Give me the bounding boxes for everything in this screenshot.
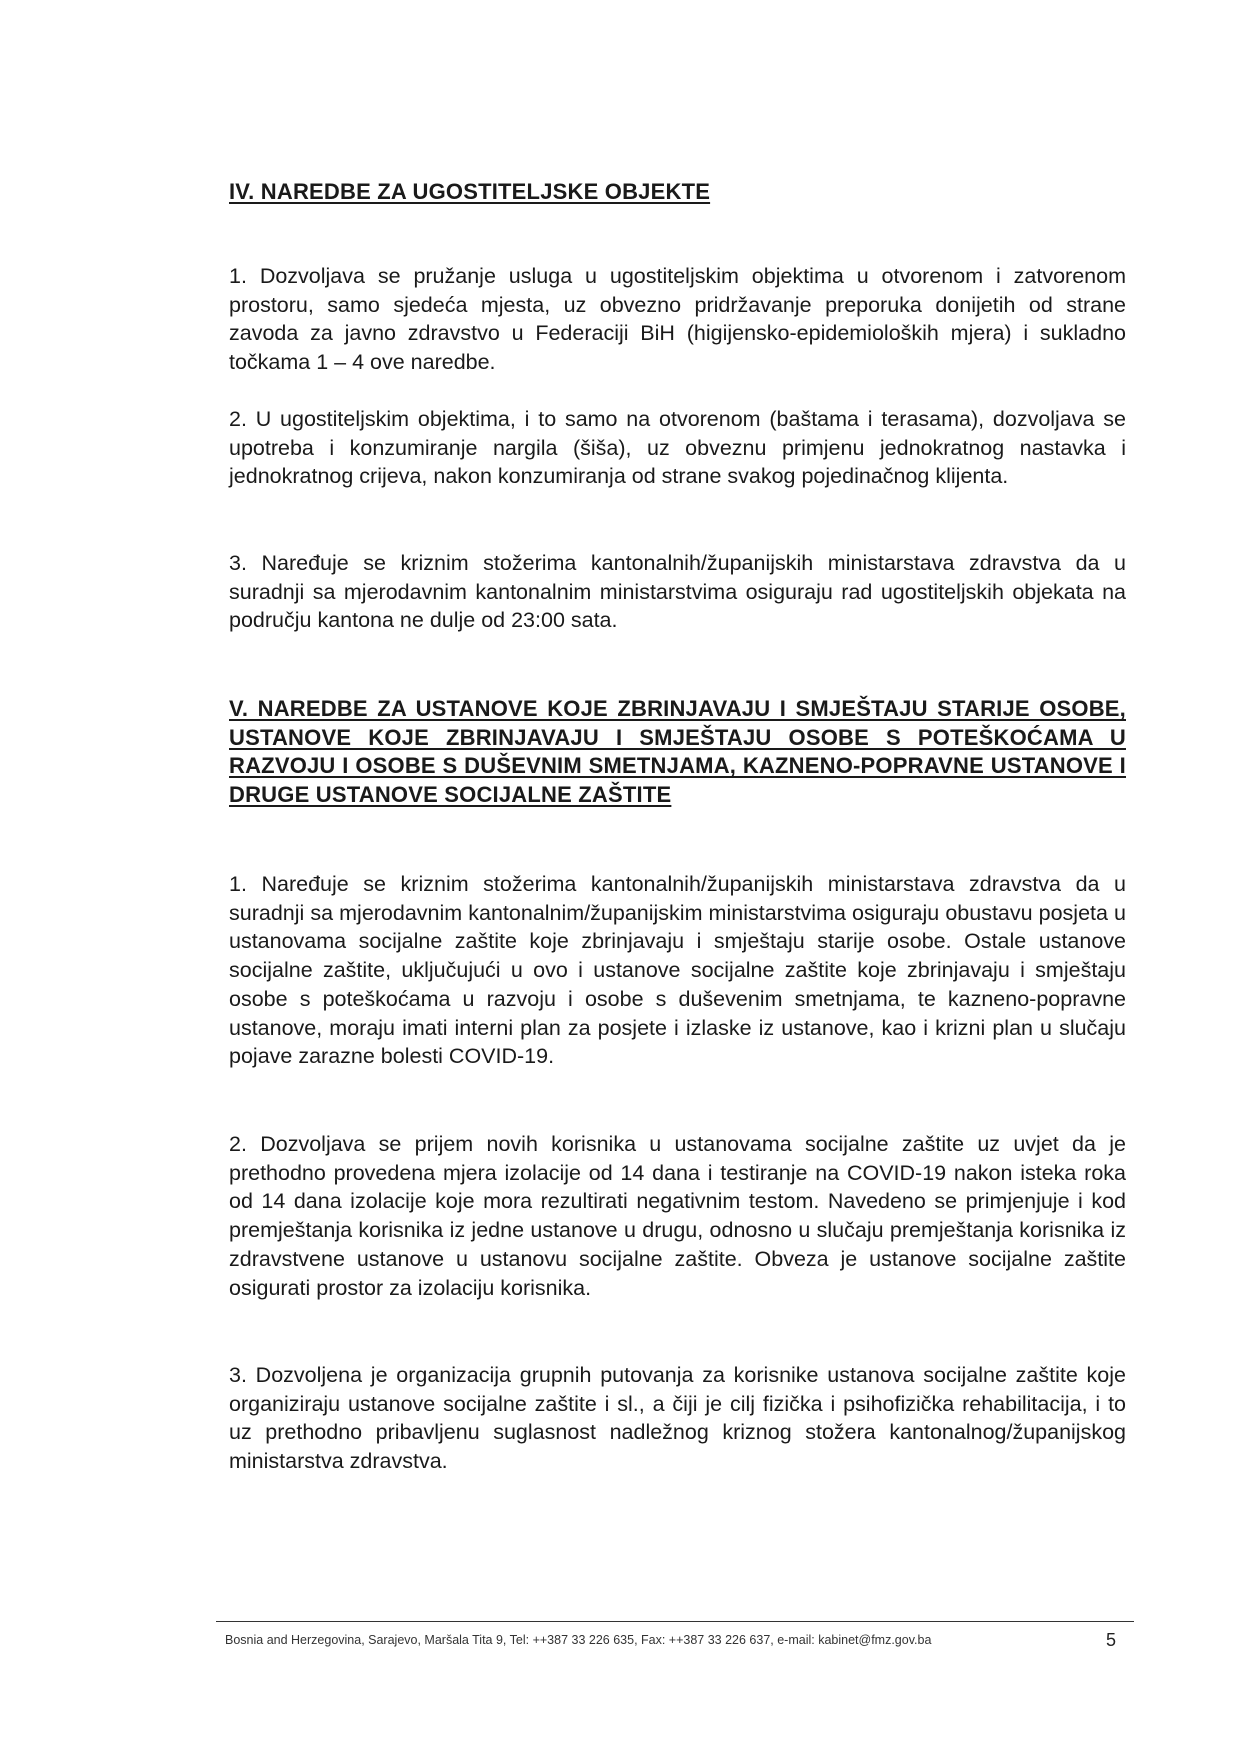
section-iv-paragraph-3: 3. Naređuje se kriznim stožerima kantonalnih/županijskih ministarstava zdravstva da u suradnji sa mjerodavnim kantonalnim ministarstvima osiguraju rad ugostiteljskih objekata na području kantona ne dulje od 23:00 sata.	[229, 551, 1126, 633]
section-iv-paragraph-1: 1. Dozvoljava se pružanje usluga u ugostiteljskim objektima u otvorenom i zatvorenom prostoru, samo sjedeća mjesta, uz obvezno pridržavanje preporuka donijetih od strane zavoda za javno zdravstvo u Federaciji BiH (higijensko-epidemioloških mjera) i sukladno točkama 1 – 4 ove naredbe.	[229, 264, 1126, 375]
section-iv-paragraph-2: 2. U ugostiteljskim objektima, i to samo na otvorenom (baštama i terasama), dozvoljava se upotreba i konzumiranje nargila (šiša), uz obveznu primjenu jednokratnog nastavka i jednokratnog crijeva, nakon konzumiranja od strane svakog pojedinačnog klijenta.	[229, 407, 1126, 489]
section-v-paragraph-2: 2. Dozvoljava se prijem novih korisnika u ustanovama socijalne zaštite uz uvjet da je prethodno provedena mjera izolacije od 14 dana i testiranje na COVID-19 nakon isteka roka od 14 dana izolacije koje mora rezultirati negativnim testom. Navedeno se primjenjuje i kod premještanja korisnika iz jedne ustanove u drugu, odnosno u slučaju premještanja korisnika iz zdravstvene ustanove u ustanovu socijalne zaštite. Obveza je ustanove socijalne zaštite osigurati prostor za izolaciju korisnika.	[229, 1132, 1126, 1300]
page-number: 5	[1106, 1630, 1117, 1650]
footer-address: Bosnia and Herzegovina, Sarajevo, Maršala Tita 9, Tel: ++387 33 226 635, Fax: ++387 33 226 637, e-mail: kabinet@fmz.gov.ba	[225, 1633, 932, 1647]
section-iv-heading: IV. NAREDBE ZA UGOSTITELJSKE OBJEKTE	[229, 179, 711, 204]
section-v-paragraph-1: 1. Naređuje se kriznim stožerima kantonalnih/županijskih ministarstava zdravstva da u suradnji sa mjerodavnim kantonalnim/županijskim ministarstvima osiguraju obustavu posjeta u ustanovama socijalne zaštite koje zbrinjavaju i smještaju starije osobe. Ostale ustanove socijalne zaštite, uključujući u ovo i ustanove socijalne zaštite koje zbrinjavaju i smještaju osobe s poteškoćama u razvoju i osobe s duševenim smetnjama, te kazneno-popravne ustanove, moraju imati interni plan za posjete i izlaske iz ustanove, kao i krizni plan u slučaju pojave zarazne bolesti COVID-19.	[229, 872, 1126, 1069]
footer-divider	[216, 1621, 1134, 1622]
section-v-heading: V. NAREDBE ZA USTANOVE KOJE ZBRINJAVAJU I SMJEŠTAJU STARIJE OSOBE, USTANOVE KOJE ZBRINJAVAJU I SMJEŠTAJU OSOBE S POTEŠKOĆAMA U RAZVOJU I OSOBE S DUŠEVNIM SMETNJAMA, KAZNENO-POPRAVNE USTANOVE I DRUGE USTANOVE SOCIJALNE ZAŠTITE	[229, 696, 1126, 807]
section-v-paragraph-3: 3. Dozvoljena je organizacija grupnih putovanja za korisnike ustanova socijalne zaštite koje organiziraju ustanove socijalne zaštite i sl., a čiji je cilj fizička i psihofizička rehabilitacija, i to uz prethodno pribavljenu suglasnost nadležnog kriznog stožera kantonalnog/županijskog ministarstva zdravstva.	[229, 1363, 1126, 1474]
